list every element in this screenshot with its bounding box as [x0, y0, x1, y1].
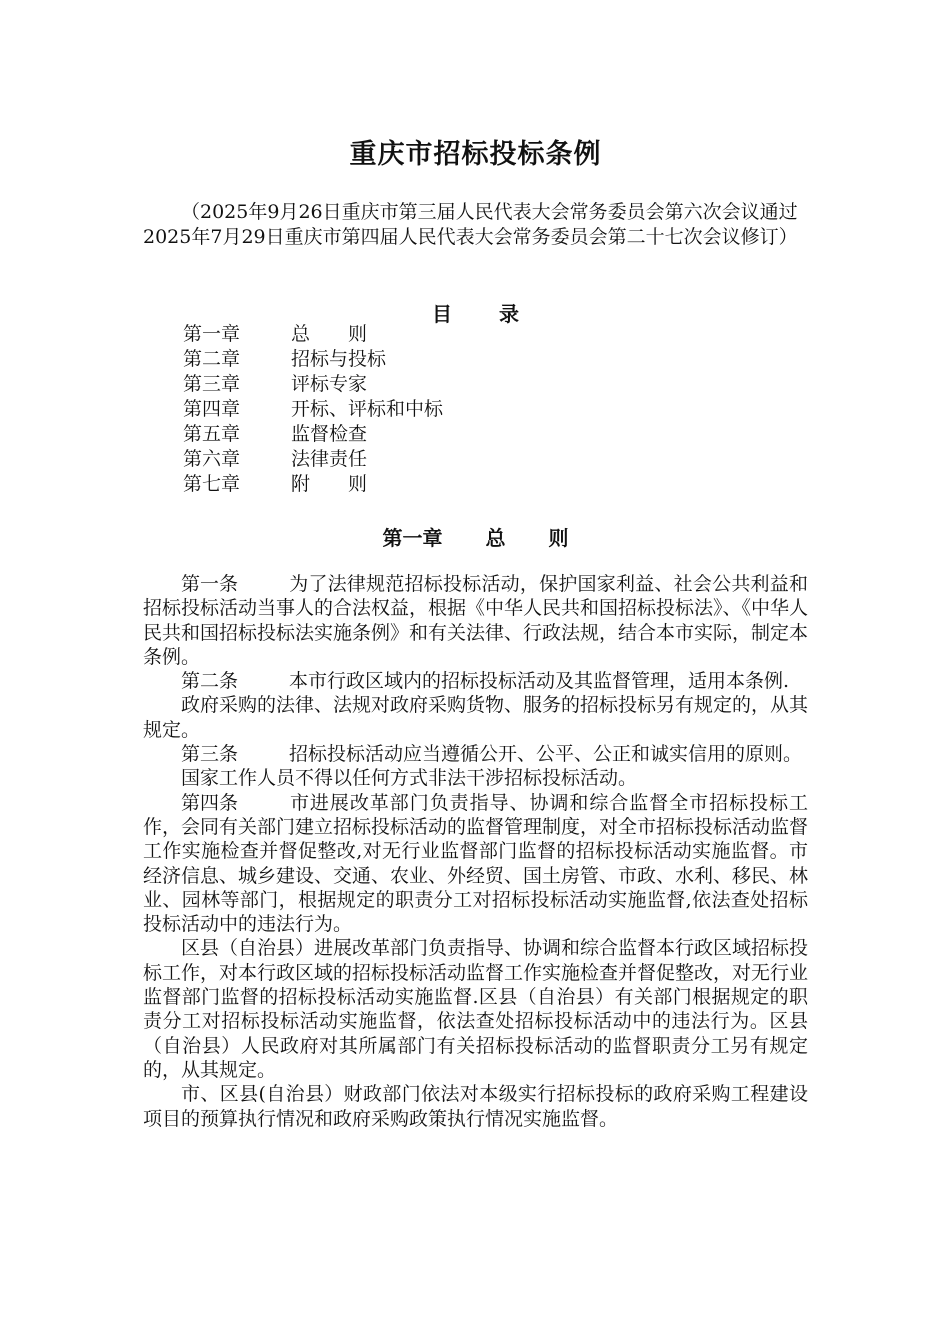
toc-chapter-number: 第四章 — [183, 398, 241, 420]
chapter-heading: 第一章 总 则 — [382, 526, 569, 550]
toc-chapter-title: 评标专家 — [291, 373, 368, 395]
toc-chapter-number: 第一章 — [183, 323, 241, 345]
paragraph-text: 区县（自治县）进展改革部门负责指导、协调和综合监督本行政区域招标投标工作，对本行政区域的招标投标活动监督工作实施检查并督促整改，对无行业监督部门监督的招标投标活动实施监督.区县（自治县）有关部门根据规定的职责分工对招标投标活动实施监督，依法查处招标投标活动中的违法行为。区县（自治县）人民政府对其所属部门有关招标投标活动的监督职责分工另有规定的，从其规定。 — [143, 937, 809, 1081]
toc-item — [183, 472, 443, 497]
toc-item — [183, 372, 443, 397]
toc-chapter-number: 第三章 — [183, 373, 241, 395]
paragraph — [143, 1082, 808, 1131]
article-paragraph — [143, 791, 808, 937]
paragraph — [143, 936, 808, 1082]
toc-item — [183, 347, 443, 372]
paragraph-text: 市进展改革部门负责指导、协调和综合监督全市招标投标工作，会同有关部门建立招标投标活动的监督管理制度，对全市招标投标活动监督工作实施检查并督促整改,对无行业监督部门监督的招标投标活动实施监督。市经济信息、城乡建设、交通、农业、外经贸、国土房管、市政、水利、移民、林业、园林等部门，根据规定的职责分工对招标投标活动实施监督,依法查处招标投标活动中的违法行为。 — [143, 791, 809, 936]
table-of-contents — [183, 322, 443, 497]
paragraph-text: 市、区县(自治县）财政部门依法对本级实行招标投标的政府采购工程建设项目的预算执行情况和政府采购政策执行情况实施监督。 — [143, 1083, 808, 1130]
toc-item — [183, 422, 443, 447]
paragraph — [143, 766, 808, 790]
article-paragraph — [143, 669, 808, 693]
toc-heading: 目 录 — [432, 302, 519, 326]
document-title: 重庆市招标投标条例 — [349, 139, 602, 170]
toc-chapter-title: 总 则 — [291, 323, 368, 345]
adoption-note: （2025年9月26日重庆市第三届人民代表大会常务委员会第六次会议通过 2025年7月29日重庆市第四届人民代表大会常务委员会第二十七次会议修订） — [143, 201, 836, 248]
article-number: 第四条 — [181, 791, 239, 814]
toc-item — [183, 322, 443, 347]
toc-chapter-title: 开标、评标和中标 — [291, 398, 444, 420]
article-number: 第三条 — [181, 743, 239, 766]
paragraph-text: 为了法律规范招标投标活动，保护国家利益、社会公共利益和招标投标活动当事人的合法权益，根据《中华人民共和国招标投标法》、《中华人民共和国招标投标法实施条例》和有关法律、行政法规，结合本市实际，制定本条例。 — [143, 573, 809, 668]
chapter-body — [143, 572, 808, 1131]
paragraph-text: 政府采购的法律、法规对政府采购货物、服务的招标投标另有规定的，从其规定。 — [143, 694, 809, 741]
article-number: 第一条 — [181, 573, 239, 595]
toc-chapter-title: 法律责任 — [291, 448, 368, 470]
paragraph — [143, 693, 808, 742]
article-paragraph — [143, 742, 808, 766]
toc-chapter-number: 第二章 — [183, 348, 241, 370]
paragraph-text: 招标投标活动应当遵循公开、公平、公正和诚实信用的原则。 — [289, 743, 803, 766]
paragraph-text: 国家工作人员不得以任何方式非法干涉招标投标活动。 — [181, 767, 638, 790]
toc-chapter-title: 附 则 — [291, 473, 368, 495]
toc-chapter-title: 招标与投标 — [291, 348, 387, 370]
paragraph-text: 本市行政区域内的招标投标活动及其监督管理，适用本条例. — [289, 670, 790, 693]
article-paragraph — [143, 572, 808, 669]
toc-item — [183, 447, 443, 472]
toc-chapter-number: 第七章 — [183, 473, 241, 495]
toc-chapter-number: 第六章 — [183, 448, 241, 470]
toc-chapter-title: 监督检查 — [291, 423, 368, 445]
toc-chapter-number: 第五章 — [183, 423, 241, 445]
article-number: 第二条 — [181, 670, 239, 693]
toc-item — [183, 397, 443, 422]
